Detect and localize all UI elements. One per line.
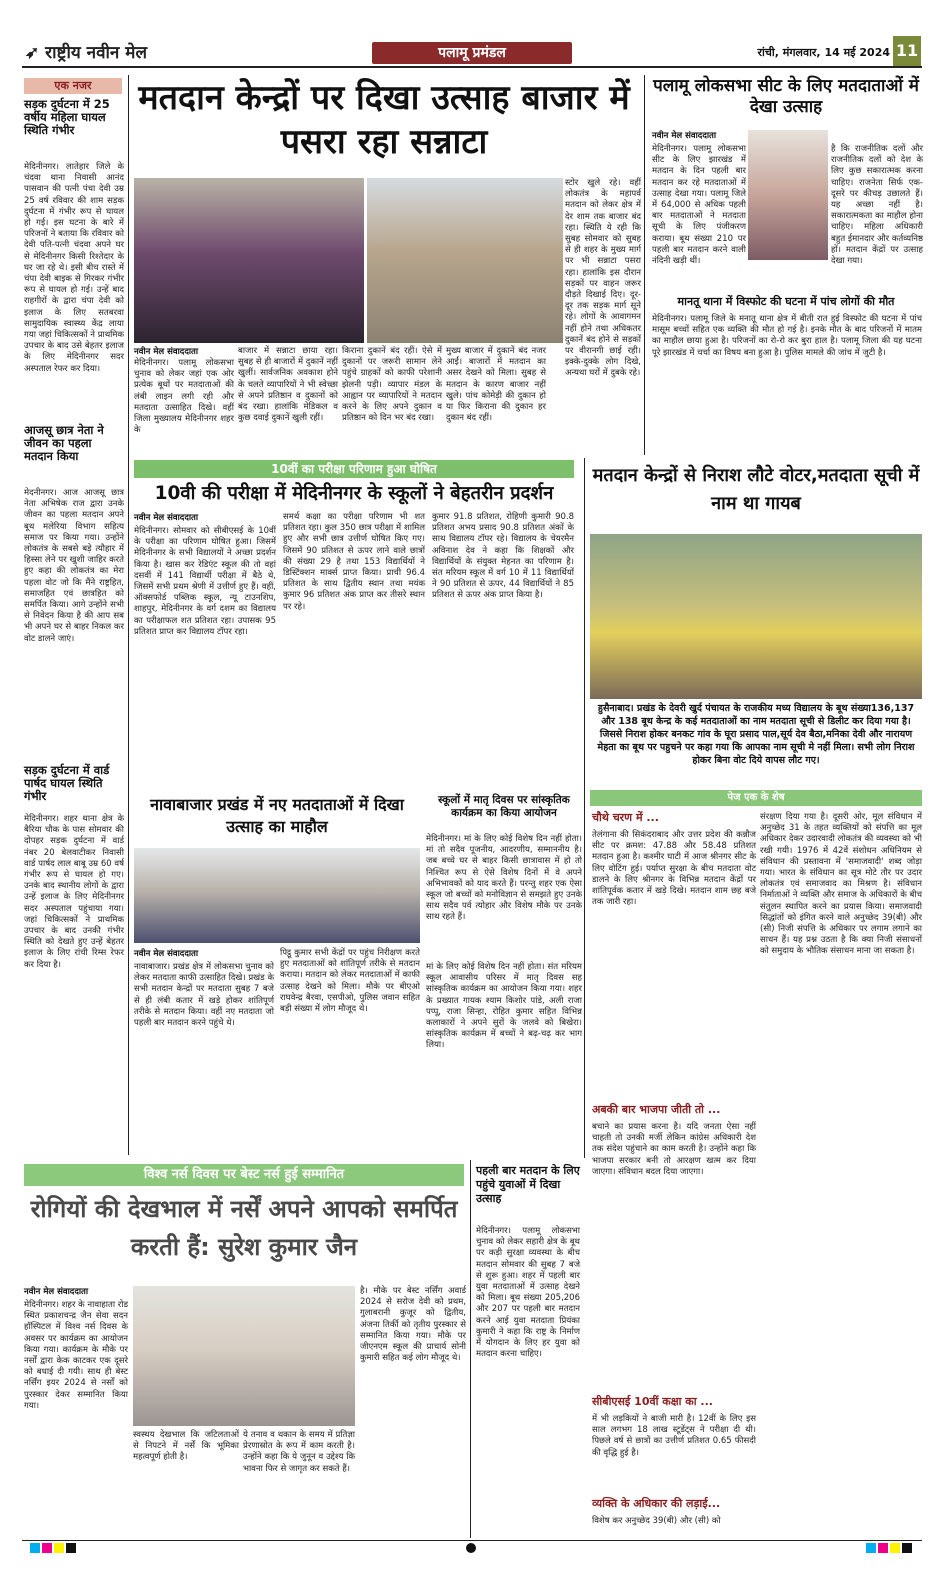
- blast-headline: मानतू थाना में विस्फोट की घटना में पांच लोगों की मौत: [677, 295, 895, 308]
- color-swatch: [54, 1543, 64, 1553]
- masthead-logo: ➶ राष्ट्रीय नवीन मेल: [25, 43, 147, 63]
- shesh-tag: पेज एक के शेष: [590, 790, 922, 806]
- nurse-text-2: स्वस्थय देखभाल कि जटिलताओं से निपटने में नर्सें कि भूमिका महत्वपूर्ण होती है।: [133, 1430, 239, 1463]
- top-story-text-3: किराना दुकानें बंद रहीं। ऐसे में दुकानों पर जरूरी सामान लेने पहुंचे ग्राहकों को काफी परेशानी झेलनी पड़ी। व्यापार मंडल के आह्वान पर व्यापारियों ने मतदान करने के लिए अपने दुकान व प्रतिष्ठान को दिन भर बंद रखा।: [342, 346, 442, 424]
- dateline: रांची, मंगलवार, 14 मई 2024: [757, 46, 890, 59]
- palamu-text-2: है कि राजनीतिक दलों और राजनीतिक दलों को देश के लिए कुछ सकारात्मक करना चाहिए। राजनेता सिर्फ एक-दूसरे पर कीचड़ उछालते हैं। यह अच्छा नहीं है। सकारात्मकता का माहौल होना चाहिए। महिला अधिकारी बहुत ईमानदार और कर्तव्यनिष्ठ हों। मतदान केंद्रों पर उत्साह देखा गया।: [831, 144, 923, 267]
- top-story-headline: मतदान केन्द्रों पर दिखा उत्साह बाजार में पसरा रहा सन्नाटा: [138, 78, 630, 162]
- exam-headline: 10वी की परीक्षा में मेदिनीनगर के स्कूलों ने बेहतरीन प्रदर्शन: [154, 483, 554, 504]
- nawabazar-headline: नावाबाजार प्रखंड में नए मतदाताओं में दिखा उत्साह का माहौल: [150, 795, 404, 836]
- bottom-rule: [22, 1540, 922, 1541]
- exam-text-3: कुमार 91.8 प्रतिशत, रोहिणी कुमारी 90.8 प्रतिशत अभय प्रसाद 90.8 प्रतिशत अंकों के साथ विद्यालय टॉपर रहे। विद्यालय के चेयरमैन अविनाश देव ने कहा कि शिक्षकों और विद्यार्थियों के संयुक्त मेहनत का परिणाम है। संत मरियम स्कूल में वर्ग 10 में 11 विद्यार्थियों ने 90 प्रतिशत से ऊपर, 44 विद्यार्थियों ने 85 प्रतिशत से ऊपर अंक प्राप्त किया है।: [432, 512, 574, 601]
- left-headline-2: आजसू छात्र नेता ने जीवन का पहला मतदान किया: [24, 423, 104, 464]
- nurse-ceremony-photo: [133, 1286, 355, 1426]
- nurse-divider: [470, 1160, 471, 1538]
- mothers-text-2: मां के लिए कोई विशेष दिन नहीं होता। संत मरियम स्कूल आवासीय परिसर में मातृ दिवस सह सांस्कृतिक कार्यक्रम का आयोजन किया गया। शहर के प्रख्यात गायक श्याम किशोर पांडे, अली राजा पप्पू, राजा सिन्हा, रोहित कुमार सहित विभिन्न कलाकारों ने अपने सुरों के जलवे को बिखेरा। सांस्कृतिक कार्यक्रम में बच्चों ने बढ़-चढ़ कर भाग लिया।: [426, 962, 582, 1051]
- logo-bird-icon: ➶: [25, 43, 46, 63]
- youth-text: मेदिनीनगर। पलामू लोकसभा चुनाव को लेकर सहारी क्षेत्र के बूथ पर कड़ी सुरक्षा व्यवस्था के बीच मतदान सोमवार की सुबह 7 बजे से शुरू हुआ। शहर में पहली बार युवा मतदाताओं में उत्साह देखने को मिला। बूथ संख्या 205,206 और 207 पर पहली बार मतदान करने आई युवा मतदाता प्रियंका कुमारी ने कहा कि राष्ट्र के निर्माण में योगदान के लिए हर युवा को मतदान करना चाहिए।: [476, 1226, 580, 1360]
- exam-text-2: समर्थ कक्षा का परीक्षा परिणाम भी शत प्रतिशत रहा। कुल 350 छात्र परीक्षा में शामिल हुए और सभी छात्र उत्तीर्ण घोषित किए गए। जिसमें 90 प्रतिशत से ऊपर लाने वाले छात्रों की संख्या 29 है तथा 153 विद्यार्थियों ने डिस्टिंक्शन मार्क्स प्राप्त किया। प्राची 96.4 प्रतिशत के साथ द्वितीय स्थान तथा मयंक कुमार 96 प्रतिशत अंक प्राप्त कर तीसरे स्थान पर रहे।: [283, 512, 425, 612]
- section-tag: पलामू प्रमंडल: [372, 42, 572, 64]
- left-headline-1: सड़क दुर्घटना में 25 वर्षीय महिला घायल स्थिति गंभीर: [24, 97, 110, 138]
- return-headline: मतदान केन्द्रों से निराश लौटे वोटर,मतदाता सूची में नाम था गायब: [592, 465, 920, 514]
- palamu-headline: पलामू लोकसभा सीट के लिए मतदाताओं में देखा उत्साह: [653, 76, 919, 117]
- shesh-heading-1: चौथे चरण में ...: [592, 811, 659, 824]
- top-story-text-5: स्टोर खुले रहे। वहीं लोकतंत्र के महापर्व मतदान को लेकर क्षेत्र में देर शाम तक बाजार बंद रहा। स्थिति ये रही कि सुबह सोमवार को सुबह से ही शहर के मुख्य मार्ग पर भी सन्नाटा पसरा रहा। हालांकि इस दौरान सड़कों पर वाहन जरूर दौड़ते दिखाई दिए। दूर-दूर तक सड़क मार्ग सूने रहे। लोगों के आवागमन नहीं होने तथा अधिकतर दुकानें बंद होने से सड़कों पर वीरानगी छाई रही। इक्के-दुक्के लोग दिखे, अन्यथा घरों में दुबके रहे।: [565, 178, 641, 379]
- top-story-text-4: मुख्य बाजार में दुकानें बंद नजर आईं। बाजारों में मतदान का असर देखने को मिला। सुबह से मतदान के कारण बाजार नहीं खुले। पांच कोमेड़ी की दुकान हो या फिर किराना की दुकान हर दुकान बंद रहीं।: [446, 346, 546, 424]
- registration-mark-icon: [466, 1543, 476, 1553]
- exam-byline: नवीन मेल संवाददाता: [134, 513, 199, 523]
- top-story-byline: नवीन मेल संवाददाता: [134, 347, 199, 357]
- left-col-divider: [128, 75, 129, 1155]
- nawabazar-text-2: पिट्ठू कुमार सभी केंद्रों पर पहुंच निरीक्षण करते हुए मतदाताओं को शांतिपूर्ण तरीके से मतदान कराया। मतदान को लेकर मतदाताओं में काफी उत्साह देखने को मिला। मौके पर बीएओ राघवेन्द्र बैरवा, एसपीओ, पुलिस जवान सहित बड़ी संख्या में लोग मौजूद थे।: [280, 948, 420, 1015]
- color-swatch: [890, 1543, 900, 1553]
- palamu-byline: नवीन मेल संवाददाता: [652, 131, 717, 141]
- youth-headline: पहली बार मतदान के लिए पहुंचे युवाओं में दिखा उत्साह: [476, 1164, 580, 1205]
- shesh-text-5: संरक्षण दिया गया है। दूसरी ओर, मूल संविधान में अनुच्छेद 31 के तहत व्यक्तियों को संपत्ति का मूल अधिकार देकर उदारवादी लोकतंत्र की व्यवस्था को भी रखी गयी। 1976 में 42वें संशोधन अधिनियम से संविधान की प्रस्तावना में 'समाजवादी' शब्द जोड़ा गया। भारत के संविधान का सूत्र मोटे तौर पर उदार लोकतंत्र एवं समाजवाद का मिश्रण है। संविधान निर्माताओं ने व्यक्ति और समाज के अधिकारों के बीच संतुलन स्थापित करने का प्रयास किया। समाजवादी सिद्धांतों को इंगित करने वाले अनुच्छेद 39(बी) और (सी) निजी संपत्ति के अधिकार पर लगाम लगाने का साधन हैं। यह प्रश्न उठता है कि क्या निजी संसाधनों को समुदाय के भौतिक संसाधन माना जा सकता है।: [760, 812, 922, 957]
- empty-market-photo: [367, 178, 563, 343]
- left-text-2: मेदनीनगर। आज आजसू छात्र नेता अभिषेक राज द्वारा उनके जीवन का पहला मतदान अपने बूथ मलेरिया विभाग सहित्य समाज पर किया गया। उन्होंने लोकतंत्र के सबसे बड़े त्यौहार में हिस्सा लेने पर खुशी जाहिर करते हुए कहा की लोकतंत्र का मेरा पहला वोट जो कि मैंने राष्ट्रहित, समाजहित एवं छात्रहित को समर्पित किया। आगे उन्होंने सभी से निवेदन किया है की आप सब भी अपने घर से बाहर निकल कर वोट डालने जाएं।: [24, 488, 124, 644]
- color-swatch: [66, 1543, 76, 1553]
- nurse-text-1: मेदिनीनगर। शहर के नावाहाता रोड स्थित प्रकाशचन्द्र जैन सेवा सदन हॉस्पिटल में विश्व नर्स दिवस के अवसर पर कार्यक्रम का आयोजन किया गया। कार्यक्रम के मौके पर नर्सों द्वारा केक काटकर एक दूसरे को बधाई दी गयी। साथ ही बेस्ट नर्सिंग इयर 2024 से नर्सों को पुरस्कार देकर सम्मानित किया गया।: [24, 1300, 128, 1411]
- shesh-text-2: बचाने का प्रयास करना है। यदि जनता ऐसा नहीं चाहती तो उनकी मर्जी लेकिन कांग्रेस अधिकारी देश तक संदेश पहुंचाने का काम करती है। उन्होंने कहा कि भाजपा सरकार बनी तो आरक्षण खत्म कर दिया जाएगा। संविधान बदल दिया जाएगा।: [592, 1122, 756, 1177]
- nurse-headline: रोगियों की देखभाल में नर्सें अपने आपको समर्पित करती हैं: सुरेश कुमार जैन: [30, 1195, 458, 1261]
- left-headline-3: सड़क दुर्घटना में वार्ड पार्षद घायल स्थिति गंभीर: [24, 763, 110, 804]
- color-swatch: [30, 1543, 40, 1553]
- page-number: 11: [893, 36, 921, 66]
- mothers-headline: स्कूलों में मातृ दिवस पर सांस्कृतिक कार्यक्रम का किया आयोजन: [438, 794, 570, 819]
- shesh-heading-3: सीबीएसई 10वीं कक्षा का ...: [592, 1395, 713, 1408]
- mid-divider: [584, 458, 585, 1158]
- first-voter-photo: [748, 130, 828, 260]
- color-swatch: [878, 1543, 888, 1553]
- top-story-text-2: बाजार में सन्नाटा छाया रहा। सुबह से ही बाजारों में दुकानें नहीं खुलीं। सार्वजनिक अवकाश होने के चलते व्यापारियों ने भी स्वेच्छा से अपने प्रतिष्ठान व दुकानों को बंद रखा। हालांकि मेडिकल व कुछ दवाई दुकानें खुली रहीं।: [238, 346, 338, 424]
- voters-queue-photo: [134, 178, 364, 343]
- nawabazar-text-1: नावाबाजार। प्रखंड क्षेत्र में लोकसभा चुनाव को लेकर मतदाता काफी उत्साहित दिखे। प्रखंड के सभी मतदान केन्द्रों पर मतदाता सुबह 7 बजे से ही लंबी कतार में खड़े होकर शांतिपूर्ण तरीके से मतदान किया। वहीं नए मतदाता जो पहली बार मतदान करने पहुंचे थे।: [134, 962, 274, 1029]
- nurse-byline: नवीन मेल संवाददाता: [24, 1287, 89, 1297]
- color-swatch: [902, 1543, 912, 1553]
- nawabazar-photo: [134, 848, 420, 943]
- shesh-text-1: तेलंगाना की सिकंदराबाद और उत्तर प्रदेश की कन्नौज सीट पर क्रमश: 47.88 और 58.48 प्रतिशत मतदान हुआ है। कश्मीर घाटी में आज श्रीनगर सीट के लिए वोटिंग हुई। पर्याप्त सुरक्षा के बीच मतदाता वोट डालने के लिए श्रीनगर के विभिन्न मतदान केंद्रों पर शांतिपूर्वक कतार में खड़े दिखे। मतदान शाम छह बजे तक जारी रहा।: [592, 830, 756, 908]
- nurse-text-4: है। मौके पर बेस्ट नर्सिंग अवार्ड 2024 से सरोज देवी को प्रथम, गुलाबरानी कुजूर को द्वितीय, अंजना तिर्की को तृतीय पुरस्कार से सम्मानित किया गया। मौके पर जीएनएम स्कूल की प्राचार्य सोनी कुमारी सहित कई लोग मौजूद थे।: [360, 1286, 466, 1364]
- return-caption: हुसैनाबाद। प्रखंड के देवरी खुर्द पंचायत के राजकीय मध्य विद्यालय के बूथ संख्या136,137 और 138 बूथ केन्द्र के कई मतदाताओं का नाम मतदाता सूची से डिलीट कर दिया गया है। जिससे निराश होकर बनकट गांव के घूरा प्रसाद पाल,सूर्य देव बैठा,मनिका देवी और नारायण मेहता का बूथ पर पहुचने पर कहा गया कि आपका नाम सूची मे नहीं मिला। सभी लोग निराश होकर बिना वोट दिये वापस लौट गए।: [597, 703, 915, 766]
- shesh-heading-2: अबकी बार भाजपा जीती तो ...: [592, 1103, 721, 1116]
- color-swatch: [866, 1543, 876, 1553]
- top-story-text-1: मेदिनीनगर। पलामू लोकसभा चुनाव को लेकर जहां एक ओर प्रत्येक बूथों पर मतदाताओं की लंबी लाइन लगी रही और मतदाता उत्साहित दिखे। वहीं जिला मुख्यालय मेदिनीनगर शहर के: [134, 358, 234, 436]
- nurse-text-3: ये तनाव व थकान के समय में प्रतिज्ञा प्रेरणास्रोत के रूप में काम करती है। उन्होंने कहा कि ये जुनून व उद्देश्य कि भावना फिर से जागृत कर सकते हैं।: [243, 1430, 355, 1474]
- top-rule: [22, 66, 922, 68]
- blast-text: मेदिनीनगर। पलामू जिले के मनातू थाना क्षेत्र में बीती रात हुई विस्फोट की घटना में पांच मासूम बच्चों सहित एक व्यक्ति की मौत हो गई है। इनके मौत के बाद परिजनों में मातम का माहौल छाया हुआ है। परिजनों का रो-रो कर बुरा हाल है। पलामू जिला की यह घटना पूरे झारखंड में चर्चा का विषय बना हुआ है। पुलिस मामले की जांच में जुटी है।: [652, 314, 922, 358]
- shesh-text-4: विशेष कर अनुच्छेद 39(बी) और (सी) को: [592, 1516, 721, 1526]
- returning-voters-photo: [590, 534, 922, 699]
- shesh-heading-4: व्यक्ति के अधिकार की लड़ाई...: [592, 1497, 721, 1510]
- nawabazar-byline: नवीन मेल संवाददाता: [134, 949, 199, 959]
- nurse-banner: विश्व नर्स दिवस पर बेस्ट नर्स हुई सम्मानित: [24, 1164, 464, 1186]
- left-text-3: मेदिनीनगर। शहर थाना क्षेत्र के बैरिया चौक के पास सोमवार की दोपहर सड़क दुर्घटना में वार्ड नंबर 20 बेलवाटीकर निवासी वार्ड पार्षद लाल बाबू उम्र 60 वर्ष गंभीर रूप से घायल हो गए। उनके बाद स्थानीय लोगों के द्वारा उन्हें इलाज के लिए मेदिनीनगर सदर अस्पताल पहुंचाया गया। जहां चिकित्सकों ने प्राथमिक उपचार के बाद उनकी गंभीर स्थिति को देखते हुए उन्हें बेहतर इलाज के लिए रांची रिम्स रेफर कर दिया है।: [24, 814, 124, 970]
- top-story-divider: [644, 75, 645, 455]
- shesh-text-3: में भी लड़कियों ने बाजी मारी है। 12वीं के लिए इस साल लगभग 18 लाख स्टूडेंट्स ने परीक्षा दी थी। पिछले वर्ष से छात्रों का उत्तीर्ण प्रतिशत 0.65 फीसदी की वृद्धि हुई है।: [592, 1414, 756, 1458]
- exam-text-1: मेदिनीनगर। सोमवार को सीबीएसई के 10वीं के परीक्षा का परिणाम घोषित हुआ। जिसमें मेदिनीनगर के सभी विद्यालयों ने अच्छा प्रदर्शन किया है। खास कर रेडिएंट स्कूल की तो वहां दसवीं में 141 विद्यार्थी परीक्षा में बैठे थे, जिसमें सभी प्रथम श्रेणी में उत्तीर्ण हुए हैं। वहीं, ऑक्सफोर्ड पब्लिक स्कूल, न्यू टाउनशिप, शाहपुर, मेदिनीनगर के वर्ग दशम का विद्यालय का परीक्षाफल शत प्रतिशत रहा। उपासक 95 प्रतिशत प्राप्त कर विद्यालय टॉपर रहा।: [134, 526, 276, 637]
- ek-nazar-tag: एक नजर: [24, 78, 122, 94]
- left-text-1: मेदिनीनगर। लातेहार जिले के चंदवा थाना निवासी आनंद पासवान की पत्नी पंचा देवी उम्र 25 वर्ष रविवार की शाम सड़क दुर्घटना में गंभीर रूप से घायल हो गई। इस घटना के बारे में परिजनों ने बताया कि रविवार को देवी पति-पत्नी चंदवा अपने घर से मेदिनीनगर किसी रिश्तेदार के घर जा रहे थे। इसी बीच रास्ते में चंपा देवी बाइक से गिरकर गंभीर रूप से घायल हो गई। उन्हें बाद राहगीरों के द्वारा चंपा देवी को इलाज के लिए सतबरवा सामुदायिक स्वास्थ्य केंद्र लाया गया जहां चिकित्सकों ने प्राथमिक उपचार के बाद उसे बेहतर इलाज के लिए मेदिनीनगर सदर अस्पताल रेफर कर दिया।: [24, 162, 124, 374]
- palamu-text-1: मेदिनीनगर। पलामू लोकसभा सीट के लिए झारखंड में मतदान के दिन पहली बार मतदान कर रहे मतदाताओं में उत्साह देखा गया। पलामू जिले में 64,000 से अधिक पहली बार मतदाताओं ने मतदाता सूची के लिए पंजीकरण कराया। बूथ संख्या 210 पर पहली बार मतदान करने वाली नंदिनी खड़ी थीं।: [652, 144, 746, 267]
- exam-banner: 10वीं का परीक्षा परिणाम हुआ घोषित: [134, 460, 574, 478]
- color-swatch: [42, 1543, 52, 1553]
- mothers-text-1: मेदिनीनगर। मां के लिए कोई विशेष दिन नहीं होता। मां तो सदैव पूजनीय, आदरणीय, सम्माननीय है। जब बच्चे घर से बाहर किसी छात्रावास में हो तो निश्चित रूप से ऐसे विशेष दिनों में वे अपने अभिभावकों को याद करते हैं। परन्तु शहर एक ऐसा स्कूल जो बच्चों को मनोविज्ञान से समझते हुए उनके साथ सदैव पर्व त्योहार और विशेष मौके पर उनके साथ रहते हैं।: [426, 834, 582, 923]
